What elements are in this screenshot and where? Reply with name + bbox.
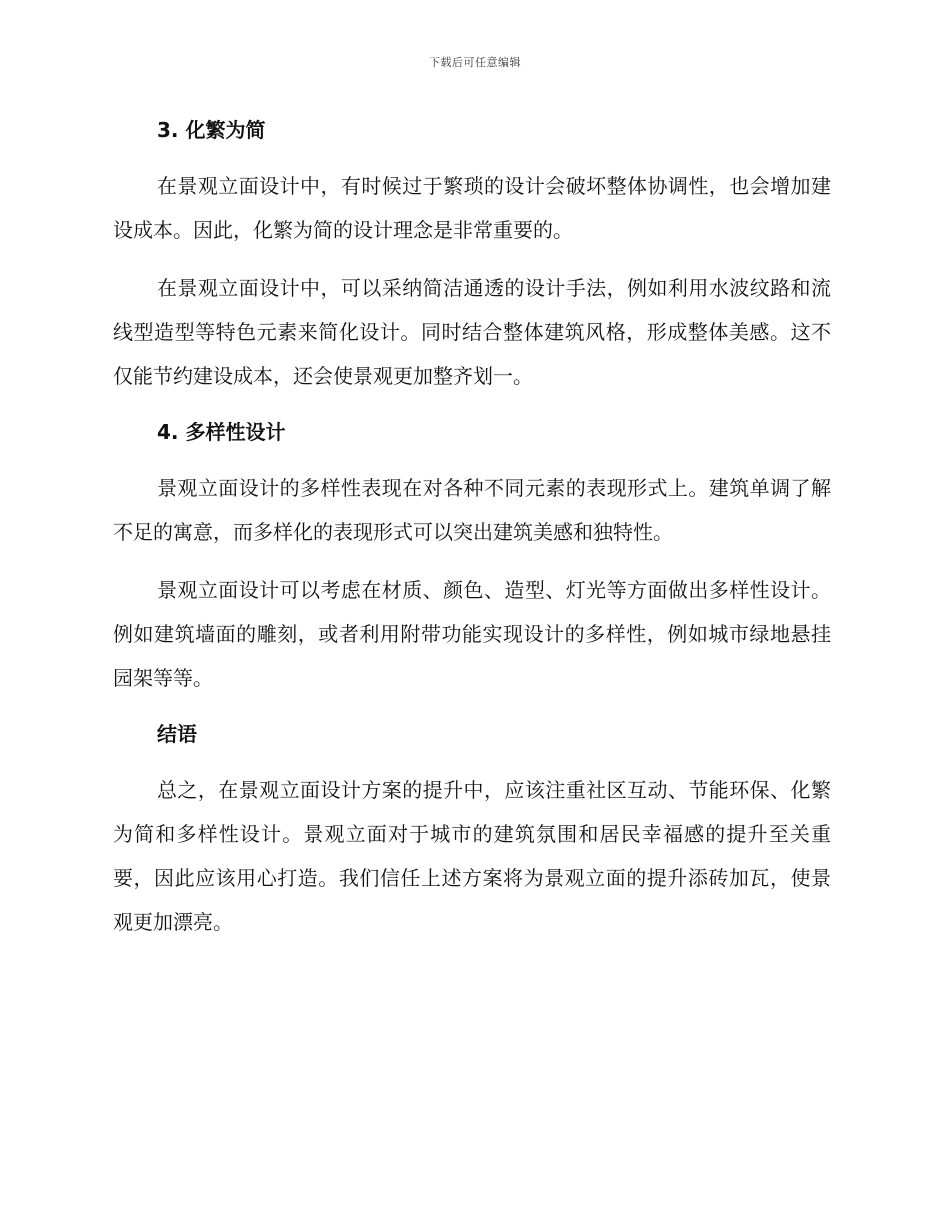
paragraph: 在景观立面设计中，有时候过于繁琐的设计会破坏整体协调性，也会增加建设成本。因此，化繁为简的设计理念是非常重要的。 — [113, 174, 831, 242]
paragraph: 总之，在景观立面设计方案的提升中，应该注重社区互动、节能环保、化繁为简和多样性设计。景观立面对于城市的建筑氛围和居民幸福感的提升至关重要，因此应该用心打造。我们信任上述方案将为景观立面的提升添砖加瓦，使景观更加漂亮。 — [113, 778, 831, 934]
paragraph: 景观立面设计可以考虑在材质、颜色、造型、灯光等方面做出多样性设计。例如建筑墙面的雕刻，或者利用附带功能实现设计的多样性，例如城市绿地悬挂园架等等。 — [113, 578, 831, 690]
page-header: 下载后可任意编辑 — [429, 56, 521, 69]
document-body — [113, 108, 831, 944]
section-heading-diversity: 4. 多样性设计 — [157, 420, 286, 444]
section-heading-conclusion: 结语 — [157, 722, 197, 746]
paragraph: 在景观立面设计中，可以采纳简洁通透的设计手法，例如利用水波纹路和流线型造型等特色元素来简化设计。同时结合整体建筑风格，形成整体美感。这不仅能节约建设成本，还会使景观更加整齐划一。 — [113, 276, 831, 388]
paragraph: 景观立面设计的多样性表现在对各种不同元素的表现形式上。建筑单调了解不足的寓意，而多样化的表现形式可以突出建筑美感和独特性。 — [113, 476, 831, 544]
section-heading-simplify: 3. 化繁为简 — [157, 118, 266, 142]
